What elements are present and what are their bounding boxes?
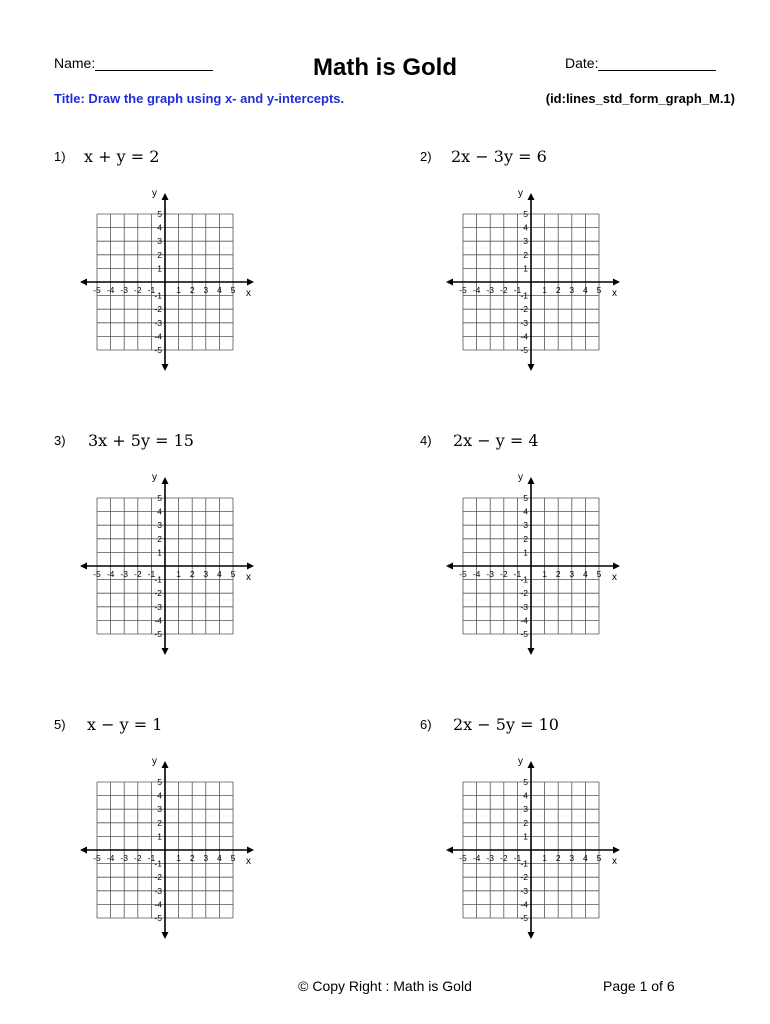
x-tick-label: 1 — [176, 285, 181, 295]
x-tick-label: 1 — [542, 285, 547, 295]
y-tick-label: -4 — [154, 615, 162, 626]
date-field — [565, 55, 716, 71]
x-tick-label: 2 — [555, 569, 561, 579]
problem-number: 4) — [420, 433, 432, 448]
problem-equation: 2x − 5y = 10 — [453, 715, 559, 734]
y-tick-label: 1 — [157, 831, 162, 842]
y-tick-label: 1 — [523, 547, 528, 558]
problem-equation: 3x + 5y = 15 — [88, 431, 194, 450]
y-tick-label: 4 — [157, 222, 162, 233]
y-tick-label: 4 — [523, 222, 528, 233]
y-tick-label: -5 — [520, 345, 528, 355]
x-tick-label: -2 — [134, 853, 142, 863]
x-tick-label: 5 — [230, 285, 236, 295]
x-axis-arrow-right — [247, 563, 254, 570]
x-tick-label: 3 — [569, 285, 575, 295]
y-axis-arrow-down — [162, 932, 169, 939]
problem-equation: x + y = 2 — [84, 147, 160, 166]
grid-svg — [78, 185, 258, 375]
x-tick-label: 1 — [542, 853, 547, 863]
y-tick-label: -1 — [520, 574, 528, 585]
y-tick-label: 3 — [157, 520, 162, 531]
x-axis-arrow-left — [80, 847, 87, 854]
y-tick-label: 2 — [157, 533, 162, 544]
x-tick-label: -2 — [134, 569, 142, 579]
x-tick-label: -1 — [513, 285, 522, 295]
x-tick-label: -2 — [134, 285, 142, 295]
problem-number: 3) — [54, 433, 66, 448]
y-tick-label: -3 — [154, 885, 162, 896]
x-axis-arrow-left — [80, 279, 87, 286]
y-tick-label: 3 — [523, 804, 528, 815]
y-axis-arrow-down — [528, 648, 535, 655]
y-axis-label: y — [152, 472, 157, 483]
x-tick-label: -3 — [120, 285, 128, 295]
axes — [84, 765, 250, 935]
x-tick-label: 2 — [189, 285, 195, 295]
x-axis-arrow-right — [613, 279, 620, 286]
date-label: Date: — [565, 55, 599, 71]
y-tick-label: 2 — [523, 817, 528, 828]
y-axis-arrow-up — [528, 477, 535, 484]
name-label: Name: — [54, 55, 96, 71]
x-axis-label: x — [612, 288, 617, 299]
axes — [450, 765, 616, 935]
y-tick-label: 3 — [523, 520, 528, 531]
y-tick-label: 1 — [157, 263, 162, 274]
grid-svg — [78, 753, 258, 943]
y-tick-label: 5 — [523, 493, 528, 503]
x-axis-arrow-left — [446, 279, 453, 286]
x-tick-label: 2 — [555, 853, 561, 863]
y-axis-label: y — [152, 756, 157, 767]
problem-number: 6) — [420, 717, 432, 732]
problem-equation: 2x − 3y = 6 — [451, 147, 547, 166]
problem-equation: x − y = 1 — [87, 715, 163, 734]
y-tick-label: 4 — [157, 506, 162, 517]
x-tick-label: -1 — [147, 853, 156, 863]
y-tick-label: 2 — [523, 533, 528, 544]
y-tick-label: 5 — [523, 777, 528, 787]
x-tick-label: -5 — [459, 285, 467, 295]
x-tick-label: 3 — [569, 569, 575, 579]
x-tick-label: 5 — [596, 853, 602, 863]
y-tick-label: -2 — [520, 872, 528, 883]
x-tick-label: -4 — [106, 569, 115, 579]
x-tick-label: 3 — [569, 853, 575, 863]
y-tick-label: -2 — [154, 872, 162, 883]
axes — [450, 481, 616, 651]
x-axis-arrow-right — [613, 847, 620, 854]
y-tick-label: -3 — [154, 317, 162, 328]
y-axis-arrow-down — [162, 364, 169, 371]
y-tick-label: 5 — [523, 209, 528, 219]
y-axis-arrow-down — [162, 648, 169, 655]
y-tick-label: -3 — [520, 317, 528, 328]
x-tick-label: 4 — [217, 569, 222, 579]
grid-svg — [444, 469, 624, 659]
y-axis-label: y — [152, 188, 157, 199]
x-tick-label: -4 — [472, 853, 481, 863]
y-tick-label: -2 — [520, 588, 528, 599]
worksheet-id: (id:lines_std_form_graph_M.1) — [545, 91, 735, 106]
x-tick-label: -3 — [486, 285, 494, 295]
y-tick-label: 5 — [157, 493, 162, 503]
x-tick-label: 4 — [217, 285, 222, 295]
y-tick-label: -5 — [520, 913, 528, 923]
y-tick-label: 3 — [523, 236, 528, 247]
x-tick-label: -1 — [513, 853, 522, 863]
x-tick-label: 4 — [217, 853, 222, 863]
x-axis-arrow-right — [613, 563, 620, 570]
y-axis-label: y — [518, 472, 523, 483]
x-tick-label: 5 — [230, 853, 236, 863]
axes — [84, 481, 250, 651]
x-tick-label: -5 — [459, 853, 467, 863]
instruction-title: Title: Draw the graph using x- and y-intercepts. — [54, 91, 345, 106]
axes — [450, 197, 616, 367]
y-tick-label: -2 — [520, 304, 528, 315]
x-tick-label: 1 — [176, 569, 181, 579]
x-tick-label: -5 — [459, 569, 467, 579]
axes — [84, 197, 250, 367]
x-tick-label: 3 — [203, 285, 209, 295]
coordinate-grid[interactable] — [78, 753, 258, 943]
x-axis-arrow-left — [446, 563, 453, 570]
coordinate-grid[interactable] — [444, 469, 624, 659]
y-axis-arrow-down — [528, 364, 535, 371]
x-axis-label: x — [246, 856, 251, 867]
x-tick-label: 1 — [542, 569, 547, 579]
x-tick-label: 5 — [230, 569, 236, 579]
y-tick-label: -4 — [520, 331, 528, 342]
footer-copyright: © Copy Right : Math is Gold — [298, 978, 472, 994]
problem-number: 1) — [54, 149, 66, 164]
x-tick-label: -3 — [120, 569, 128, 579]
x-tick-label: 4 — [583, 853, 588, 863]
y-tick-label: 4 — [523, 790, 528, 801]
x-tick-label: 3 — [203, 569, 209, 579]
x-tick-label: 5 — [596, 285, 602, 295]
x-tick-label: -2 — [500, 853, 508, 863]
y-tick-label: -3 — [520, 601, 528, 612]
y-axis-arrow-up — [528, 761, 535, 768]
y-tick-label: 2 — [157, 817, 162, 828]
y-tick-label: -4 — [154, 331, 162, 342]
y-tick-label: 1 — [523, 263, 528, 274]
coordinate-grid[interactable] — [444, 185, 624, 375]
x-tick-label: -3 — [486, 569, 494, 579]
y-tick-label: -4 — [520, 615, 528, 626]
x-tick-label: -4 — [472, 285, 481, 295]
y-tick-label: 4 — [523, 506, 528, 517]
x-axis-label: x — [246, 288, 251, 299]
y-tick-label: -5 — [154, 913, 162, 923]
x-tick-label: -4 — [106, 853, 115, 863]
y-tick-label: 2 — [157, 249, 162, 260]
problem-equation: 2x − y = 4 — [453, 431, 539, 450]
coordinate-grid[interactable] — [78, 469, 258, 659]
y-tick-label: -4 — [154, 899, 162, 910]
x-axis-label: x — [612, 856, 617, 867]
y-tick-label: 1 — [523, 831, 528, 842]
y-tick-label: -4 — [520, 899, 528, 910]
x-tick-label: 4 — [583, 285, 588, 295]
x-axis-arrow-left — [446, 847, 453, 854]
x-tick-label: -5 — [93, 853, 101, 863]
x-axis-label: x — [612, 572, 617, 583]
y-tick-label: -2 — [154, 588, 162, 599]
y-axis-arrow-up — [162, 761, 169, 768]
x-tick-label: 3 — [203, 853, 209, 863]
x-tick-label: 5 — [596, 569, 602, 579]
y-tick-label: -1 — [154, 858, 162, 869]
x-tick-label: -1 — [147, 285, 156, 295]
y-tick-label: -5 — [520, 629, 528, 639]
x-tick-label: 2 — [189, 569, 195, 579]
y-axis-arrow-up — [528, 193, 535, 200]
x-axis-arrow-right — [247, 847, 254, 854]
x-tick-label: -2 — [500, 285, 508, 295]
x-axis-arrow-left — [80, 563, 87, 570]
x-tick-label: 2 — [555, 285, 561, 295]
y-tick-label: 5 — [157, 777, 162, 787]
x-axis-arrow-right — [247, 279, 254, 286]
coordinate-grid[interactable] — [78, 185, 258, 375]
grid-svg — [444, 185, 624, 375]
y-tick-label: -2 — [154, 304, 162, 315]
page-title: Math is Gold — [313, 54, 457, 81]
y-tick-label: -5 — [154, 345, 162, 355]
y-axis-arrow-down — [528, 932, 535, 939]
y-tick-label: 2 — [523, 249, 528, 260]
y-axis-label: y — [518, 188, 523, 199]
coordinate-grid[interactable] — [444, 753, 624, 943]
y-tick-label: 4 — [157, 790, 162, 801]
problem-number: 2) — [420, 149, 432, 164]
problem-number: 5) — [54, 717, 66, 732]
x-axis-label: x — [246, 572, 251, 583]
x-tick-label: 2 — [189, 853, 195, 863]
y-tick-label: -3 — [154, 601, 162, 612]
grid-svg — [444, 753, 624, 943]
x-tick-label: -5 — [93, 285, 101, 295]
x-tick-label: -4 — [106, 285, 115, 295]
y-tick-label: -1 — [154, 574, 162, 585]
y-tick-label: -5 — [154, 629, 162, 639]
x-tick-label: -4 — [472, 569, 481, 579]
y-axis-arrow-up — [162, 193, 169, 200]
x-tick-label: -1 — [147, 569, 156, 579]
y-tick-label: -1 — [520, 858, 528, 869]
x-tick-label: 4 — [583, 569, 588, 579]
x-tick-label: -2 — [500, 569, 508, 579]
y-axis-arrow-up — [162, 477, 169, 484]
y-tick-label: -1 — [154, 290, 162, 301]
x-tick-label: -5 — [93, 569, 101, 579]
y-tick-label: 5 — [157, 209, 162, 219]
x-tick-label: -1 — [513, 569, 522, 579]
x-tick-label: -3 — [486, 853, 494, 863]
date-blank-line — [598, 55, 716, 71]
grid-svg — [78, 469, 258, 659]
y-tick-label: 1 — [157, 547, 162, 558]
x-tick-label: 1 — [176, 853, 181, 863]
y-tick-label: -3 — [520, 885, 528, 896]
footer-page-number: Page 1 of 6 — [603, 978, 675, 994]
y-tick-label: 3 — [157, 236, 162, 247]
x-tick-label: -3 — [120, 853, 128, 863]
y-axis-label: y — [518, 756, 523, 767]
y-tick-label: -1 — [520, 290, 528, 301]
y-tick-label: 3 — [157, 804, 162, 815]
